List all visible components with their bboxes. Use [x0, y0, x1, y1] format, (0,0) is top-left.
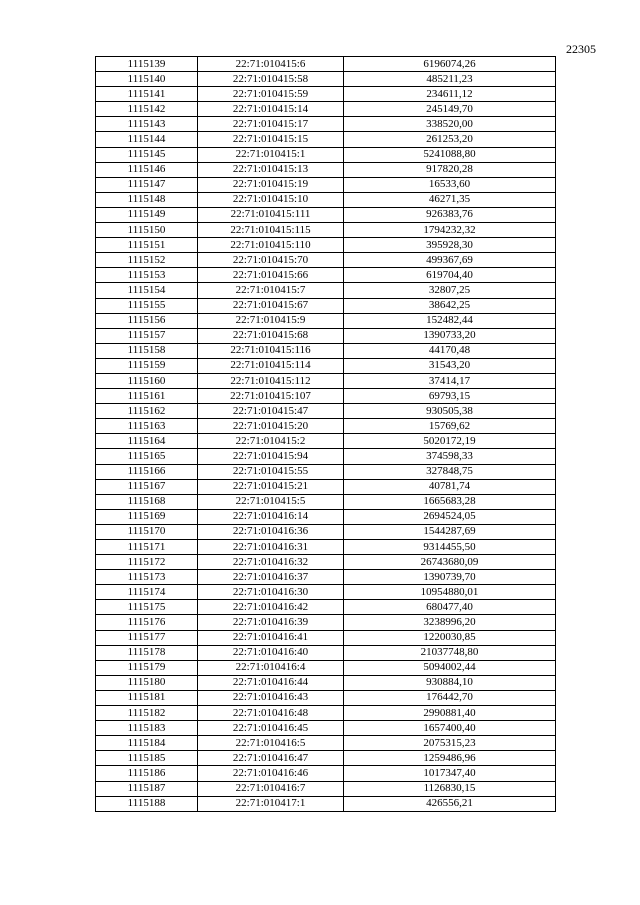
table-row	[96, 796, 556, 811]
value-cell: 917820,28	[344, 162, 556, 177]
record-number-cell: 1115171	[96, 540, 198, 555]
value-cell: 3238996,20	[344, 615, 556, 630]
record-number-cell: 1115168	[96, 494, 198, 509]
table-row	[96, 630, 556, 645]
value-cell: 31543,20	[344, 358, 556, 373]
table-row	[96, 147, 556, 162]
value-cell: 485211,23	[344, 72, 556, 87]
cadastral-number-cell: 22:71:010416:44	[198, 675, 344, 690]
cadastral-number-cell: 22:71:010416:39	[198, 615, 344, 630]
table-row	[96, 464, 556, 479]
cadastral-number-cell: 22:71:010415:7	[198, 283, 344, 298]
record-number-cell: 1115147	[96, 177, 198, 192]
table-row	[96, 509, 556, 524]
cadastral-number-cell: 22:71:010415:2	[198, 434, 344, 449]
cadastral-number-cell: 22:71:010416:47	[198, 751, 344, 766]
value-cell: 234611,12	[344, 87, 556, 102]
record-number-cell: 1115165	[96, 449, 198, 464]
record-number-cell: 1115163	[96, 419, 198, 434]
table-row	[96, 373, 556, 388]
value-cell: 1544287,69	[344, 524, 556, 539]
table-row	[96, 313, 556, 328]
record-number-cell: 1115157	[96, 328, 198, 343]
value-cell: 926383,76	[344, 207, 556, 222]
record-number-cell: 1115187	[96, 781, 198, 796]
cadastral-number-cell: 22:71:010415:6	[198, 57, 344, 72]
record-number-cell: 1115166	[96, 464, 198, 479]
record-number-cell: 1115154	[96, 283, 198, 298]
record-number-cell: 1115148	[96, 192, 198, 207]
value-cell: 9314455,50	[344, 540, 556, 555]
cadastral-number-cell: 22:71:010416:42	[198, 600, 344, 615]
page-number: 22305	[566, 42, 596, 56]
record-number-cell: 1115146	[96, 162, 198, 177]
record-number-cell: 1115150	[96, 223, 198, 238]
cadastral-number-cell: 22:71:010417:1	[198, 796, 344, 811]
table-row	[96, 690, 556, 705]
cadastral-number-cell: 22:71:010415:111	[198, 207, 344, 222]
cadastral-number-cell: 22:71:010416:14	[198, 509, 344, 524]
record-number-cell: 1115172	[96, 555, 198, 570]
table-row	[96, 283, 556, 298]
record-number-cell: 1115158	[96, 343, 198, 358]
value-cell: 2694524,05	[344, 509, 556, 524]
value-cell: 32807,25	[344, 283, 556, 298]
table-row	[96, 706, 556, 721]
cadastral-number-cell: 22:71:010415:70	[198, 253, 344, 268]
value-cell: 930884,10	[344, 675, 556, 690]
value-cell: 26743680,09	[344, 555, 556, 570]
value-cell: 338520,00	[344, 117, 556, 132]
value-cell: 1794232,32	[344, 223, 556, 238]
table-row	[96, 102, 556, 117]
table-row	[96, 615, 556, 630]
table-row	[96, 721, 556, 736]
record-number-cell: 1115175	[96, 600, 198, 615]
value-cell: 10954880,01	[344, 585, 556, 600]
table-row	[96, 660, 556, 675]
cadastral-number-cell: 22:71:010415:20	[198, 419, 344, 434]
cadastral-number-cell: 22:71:010416:5	[198, 736, 344, 751]
value-cell: 1259486,96	[344, 751, 556, 766]
record-number-cell: 1115151	[96, 238, 198, 253]
record-number-cell: 1115185	[96, 751, 198, 766]
cadastral-number-cell: 22:71:010416:48	[198, 706, 344, 721]
cadastral-number-cell: 22:71:010415:19	[198, 177, 344, 192]
cadastral-number-cell: 22:71:010416:40	[198, 645, 344, 660]
cadastral-number-cell: 22:71:010416:7	[198, 781, 344, 796]
table-row	[96, 192, 556, 207]
table-row	[96, 343, 556, 358]
record-number-cell: 1115162	[96, 404, 198, 419]
cadastral-number-cell: 22:71:010415:9	[198, 313, 344, 328]
table-row	[96, 600, 556, 615]
table-row	[96, 57, 556, 72]
record-number-cell: 1115186	[96, 766, 198, 781]
cadastral-number-cell: 22:71:010416:45	[198, 721, 344, 736]
cadastral-number-cell: 22:71:010415:67	[198, 298, 344, 313]
record-number-cell: 1115156	[96, 313, 198, 328]
value-cell: 46271,35	[344, 192, 556, 207]
value-cell: 1390733,20	[344, 328, 556, 343]
table-row	[96, 389, 556, 404]
table-row	[96, 540, 556, 555]
record-number-cell: 1115184	[96, 736, 198, 751]
record-number-cell: 1115144	[96, 132, 198, 147]
table-row	[96, 434, 556, 449]
table-row	[96, 781, 556, 796]
value-cell: 2075315,23	[344, 736, 556, 751]
cadastral-number-cell: 22:71:010416:4	[198, 660, 344, 675]
table-row	[96, 524, 556, 539]
table-row	[96, 238, 556, 253]
value-cell: 1665683,28	[344, 494, 556, 509]
table-row	[96, 570, 556, 585]
cadastral-number-cell: 22:71:010415:59	[198, 87, 344, 102]
value-cell: 5094002,44	[344, 660, 556, 675]
record-number-cell: 1115153	[96, 268, 198, 283]
record-number-cell: 1115173	[96, 570, 198, 585]
table-row	[96, 328, 556, 343]
value-cell: 261253,20	[344, 132, 556, 147]
value-cell: 245149,70	[344, 102, 556, 117]
record-number-cell: 1115180	[96, 675, 198, 690]
cadastral-number-cell: 22:71:010416:41	[198, 630, 344, 645]
value-cell: 37414,17	[344, 373, 556, 388]
record-number-cell: 1115181	[96, 690, 198, 705]
value-cell: 374598,33	[344, 449, 556, 464]
table-row	[96, 72, 556, 87]
value-cell: 2990881,40	[344, 706, 556, 721]
table-row	[96, 268, 556, 283]
table-row	[96, 132, 556, 147]
record-number-cell: 1115164	[96, 434, 198, 449]
record-number-cell: 1115161	[96, 389, 198, 404]
record-number-cell: 1115169	[96, 509, 198, 524]
record-number-cell: 1115174	[96, 585, 198, 600]
data-table	[95, 56, 556, 812]
record-number-cell: 1115140	[96, 72, 198, 87]
value-cell: 1126830,15	[344, 781, 556, 796]
table-row	[96, 675, 556, 690]
record-number-cell: 1115179	[96, 660, 198, 675]
cadastral-number-cell: 22:71:010415:94	[198, 449, 344, 464]
cadastral-number-cell: 22:71:010415:1	[198, 147, 344, 162]
cadastral-number-cell: 22:71:010415:47	[198, 404, 344, 419]
value-cell: 176442,70	[344, 690, 556, 705]
record-number-cell: 1115167	[96, 479, 198, 494]
table-row	[96, 645, 556, 660]
cadastral-number-cell: 22:71:010415:21	[198, 479, 344, 494]
cadastral-number-cell: 22:71:010415:110	[198, 238, 344, 253]
record-number-cell: 1115188	[96, 796, 198, 811]
cadastral-number-cell: 22:71:010416:30	[198, 585, 344, 600]
value-cell: 1017347,40	[344, 766, 556, 781]
table-row	[96, 358, 556, 373]
table-body	[96, 57, 556, 812]
record-number-cell: 1115141	[96, 87, 198, 102]
cadastral-number-cell: 22:71:010416:32	[198, 555, 344, 570]
record-number-cell: 1115145	[96, 147, 198, 162]
value-cell: 1220030,85	[344, 630, 556, 645]
value-cell: 930505,38	[344, 404, 556, 419]
cadastral-number-cell: 22:71:010415:5	[198, 494, 344, 509]
record-number-cell: 1115142	[96, 102, 198, 117]
cadastral-number-cell: 22:71:010415:58	[198, 72, 344, 87]
cadastral-number-cell: 22:71:010415:116	[198, 343, 344, 358]
table-row	[96, 585, 556, 600]
record-number-cell: 1115139	[96, 57, 198, 72]
cadastral-number-cell: 22:71:010416:37	[198, 570, 344, 585]
cadastral-number-cell: 22:71:010415:13	[198, 162, 344, 177]
record-number-cell: 1115160	[96, 373, 198, 388]
record-number-cell: 1115176	[96, 615, 198, 630]
cadastral-number-cell: 22:71:010416:46	[198, 766, 344, 781]
value-cell: 21037748,80	[344, 645, 556, 660]
cadastral-number-cell: 22:71:010415:55	[198, 464, 344, 479]
value-cell: 69793,15	[344, 389, 556, 404]
value-cell: 619704,40	[344, 268, 556, 283]
table-row	[96, 736, 556, 751]
cadastral-number-cell: 22:71:010415:10	[198, 192, 344, 207]
table-row	[96, 223, 556, 238]
table-row	[96, 479, 556, 494]
record-number-cell: 1115177	[96, 630, 198, 645]
table-row	[96, 555, 556, 570]
value-cell: 1657400,40	[344, 721, 556, 736]
table-row	[96, 766, 556, 781]
table-row	[96, 117, 556, 132]
value-cell: 1390739,70	[344, 570, 556, 585]
value-cell: 395928,30	[344, 238, 556, 253]
cadastral-number-cell: 22:71:010415:17	[198, 117, 344, 132]
table-row	[96, 449, 556, 464]
value-cell: 5241088,80	[344, 147, 556, 162]
cadastral-number-cell: 22:71:010415:115	[198, 223, 344, 238]
table-row	[96, 207, 556, 222]
table-row	[96, 494, 556, 509]
value-cell: 44170,48	[344, 343, 556, 358]
record-number-cell: 1115149	[96, 207, 198, 222]
value-cell: 680477,40	[344, 600, 556, 615]
table-row	[96, 87, 556, 102]
record-number-cell: 1115183	[96, 721, 198, 736]
value-cell: 16533,60	[344, 177, 556, 192]
value-cell: 152482,44	[344, 313, 556, 328]
value-cell: 6196074,26	[344, 57, 556, 72]
cadastral-number-cell: 22:71:010415:107	[198, 389, 344, 404]
record-number-cell: 1115159	[96, 358, 198, 373]
table-row	[96, 298, 556, 313]
value-cell: 40781,74	[344, 479, 556, 494]
record-number-cell: 1115155	[96, 298, 198, 313]
value-cell: 426556,21	[344, 796, 556, 811]
record-number-cell: 1115152	[96, 253, 198, 268]
cadastral-number-cell: 22:71:010415:112	[198, 373, 344, 388]
cadastral-number-cell: 22:71:010416:31	[198, 540, 344, 555]
table-row	[96, 162, 556, 177]
cadastral-number-cell: 22:71:010415:68	[198, 328, 344, 343]
value-cell: 327848,75	[344, 464, 556, 479]
cadastral-number-cell: 22:71:010415:66	[198, 268, 344, 283]
table-row	[96, 404, 556, 419]
table-row	[96, 751, 556, 766]
value-cell: 38642,25	[344, 298, 556, 313]
value-cell: 499367,69	[344, 253, 556, 268]
cadastral-number-cell: 22:71:010416:43	[198, 690, 344, 705]
cadastral-number-cell: 22:71:010415:14	[198, 102, 344, 117]
table-row	[96, 253, 556, 268]
record-number-cell: 1115170	[96, 524, 198, 539]
table-row	[96, 419, 556, 434]
value-cell: 15769,62	[344, 419, 556, 434]
record-number-cell: 1115182	[96, 706, 198, 721]
cadastral-number-cell: 22:71:010415:15	[198, 132, 344, 147]
cadastral-number-cell: 22:71:010415:114	[198, 358, 344, 373]
cadastral-number-cell: 22:71:010416:36	[198, 524, 344, 539]
record-number-cell: 1115178	[96, 645, 198, 660]
record-number-cell: 1115143	[96, 117, 198, 132]
table-row	[96, 177, 556, 192]
value-cell: 5020172,19	[344, 434, 556, 449]
